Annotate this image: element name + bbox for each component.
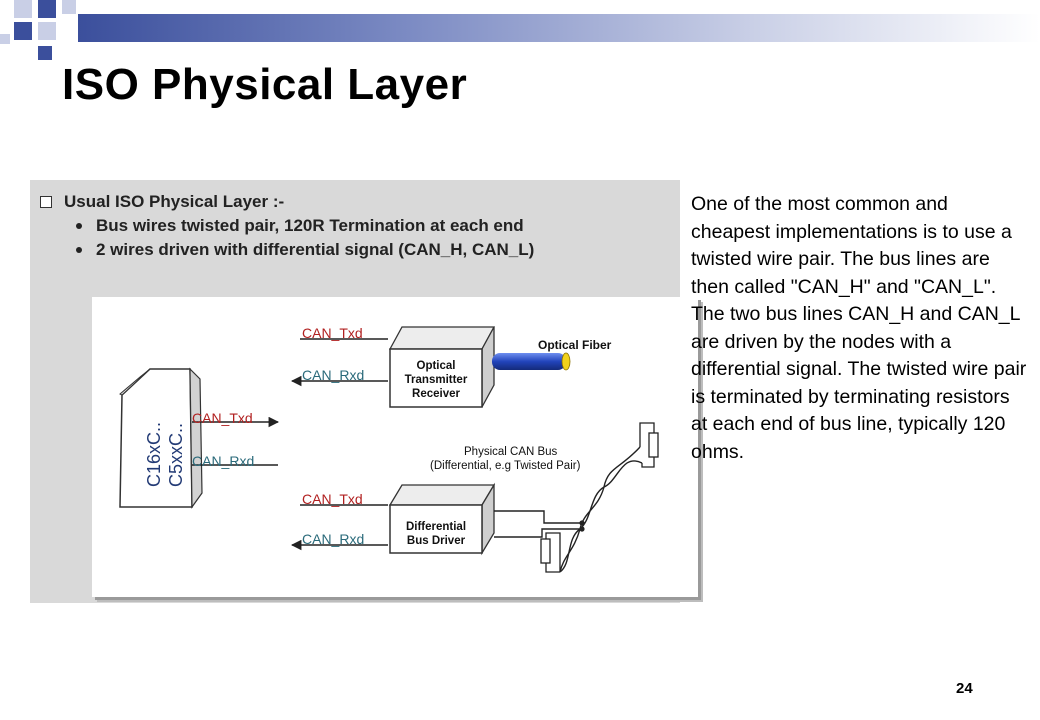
optical-transceiver-box: [390, 327, 494, 407]
driver-box-line-2: Bus Driver: [406, 535, 466, 547]
description-paragraph: One of the most common and cheapest implementations is to use a twisted wire pair. The bus lines are then called "CAN_H" and "CAN_L". The two bus lines CAN_H and CAN_L are driven by the nodes with a differential signal. The twisted wire pair is terminated by terminating resistors at each end of bus line, typically 120 ohms.: [691, 193, 1027, 463]
termination-resistor-top: [640, 423, 658, 467]
optical-box-line-2: Transmitter: [404, 374, 468, 386]
driver-tx-label: CAN_Txd: [302, 491, 363, 507]
bullet-level-2: [40, 238, 534, 262]
bus-label-line-1: Physical CAN Bus: [464, 446, 558, 458]
bullet-level-1: [40, 190, 534, 214]
bus-connector-l: [494, 529, 582, 537]
corner-square-2: [38, 0, 56, 18]
diagram-svg: [92, 297, 698, 597]
dot-bullet-icon: [76, 223, 82, 229]
corner-square-1: [14, 0, 32, 18]
bullet-text: 2 wires driven with differential signal (CAN_H, CAN_L): [96, 240, 535, 259]
bus-label-line-2: (Differential, e.g Twisted Pair): [430, 460, 581, 472]
bus-connector-h: [494, 511, 582, 523]
bullet-level-2: [40, 214, 534, 238]
figure-panel: [30, 180, 680, 603]
optical-fiber-cable: [492, 353, 570, 370]
optical-box-line-1: Optical: [416, 360, 456, 372]
chip-rx-label: CAN_Rxd: [192, 453, 255, 469]
termination-resistor-bottom: [541, 533, 560, 572]
slide-title: ISO Physical Layer: [62, 60, 468, 109]
driver-box-line-1: Differential: [405, 521, 467, 533]
optical-tx-label: CAN_Txd: [302, 325, 363, 341]
page-number: 24: [956, 680, 973, 697]
dot-bullet-icon: [76, 247, 82, 253]
corner-square-5: [38, 22, 56, 40]
figure-bullet-list: [40, 190, 534, 262]
corner-square-7: [0, 34, 10, 44]
differential-driver-box: [390, 485, 494, 553]
optical-box-line-3: Receiver: [412, 388, 460, 400]
bullet-text: Bus wires twisted pair, 120R Termination at each end: [96, 216, 524, 235]
optical-rx-label: CAN_Rxd: [302, 367, 365, 383]
can-physical-layer-diagram: [92, 297, 698, 597]
bullet-text: Usual ISO Physical Layer :-: [64, 192, 285, 211]
corner-square-6: [38, 46, 52, 60]
microcontroller-chip: [120, 369, 202, 507]
chip-label-1: C16xC..: [144, 421, 164, 487]
square-bullet-icon: [40, 196, 52, 208]
driver-rx-label: CAN_Rxd: [302, 531, 365, 547]
chip-label-2: C5xxC..: [166, 422, 186, 487]
corner-square-3: [62, 0, 76, 14]
optical-fiber-label: Optical Fiber: [538, 338, 612, 352]
title-gradient-bar: [78, 14, 1040, 42]
chip-tx-label: CAN_Txd: [192, 410, 253, 426]
corner-square-4: [14, 22, 32, 40]
